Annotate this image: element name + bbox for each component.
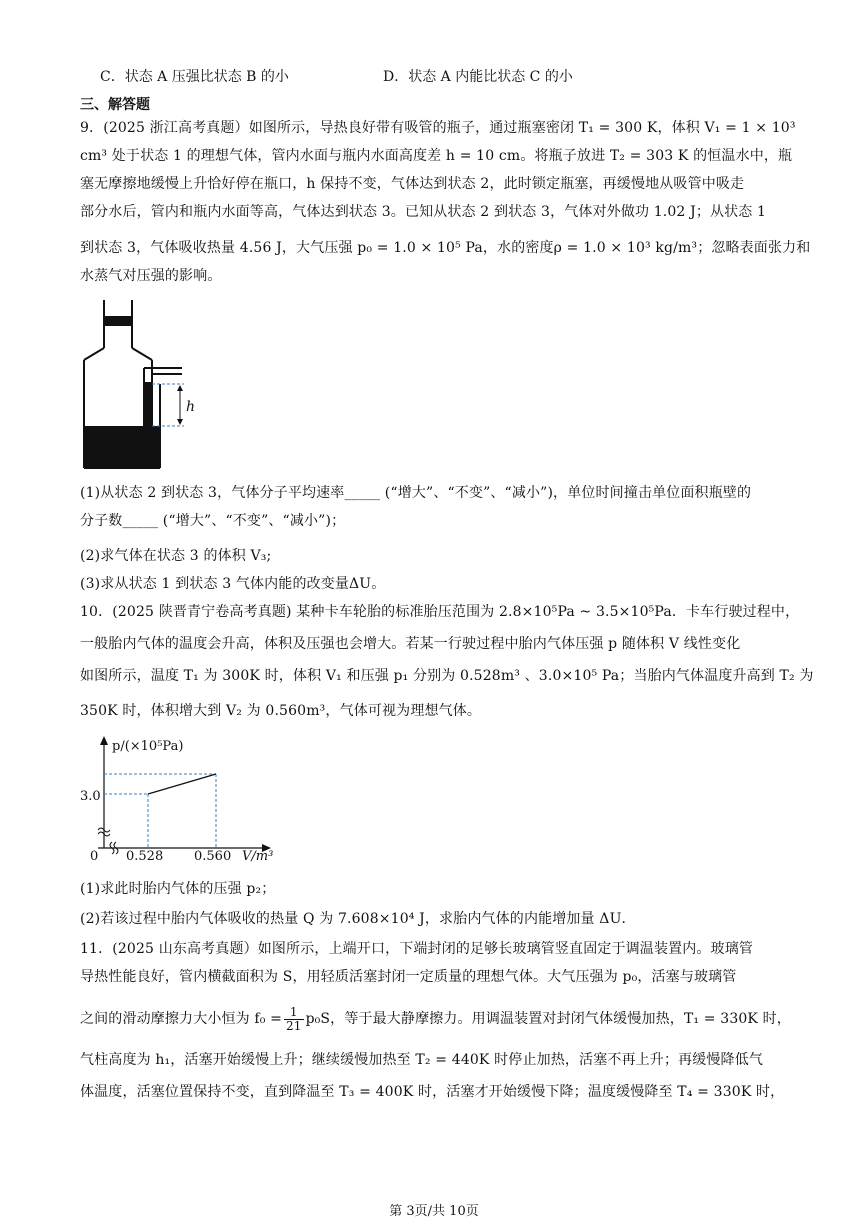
q9-sub-1: (1)从状态 2 到状态 3，气体分子平均速率_____ (“增大”、“不变”、“减小”)，单位时间撞击单位面积瓶壁的 [80,485,752,501]
option-d: D．状态 A 内能比状态 C 的小 [383,69,573,85]
x-axis-label: V/m³ [242,849,274,864]
page-footer: 第 3页/共 10页 [389,1204,479,1219]
q9-sub-1-cont: 分子数_____ (“增大”、“不变”、“减小”)； [80,513,346,529]
series-line [148,774,216,794]
q9-line-4: 部分水后，管内和瓶内水面等高，气体达到状态 3。已知从状态 2 到状态 3，气体对外做功 1.02 J；从状态 1 [80,204,767,220]
q9-line-6: 水蒸气对压强的影响。 [80,268,222,284]
q11-line-3 [80,1003,792,1035]
q9-line-5: 到状态 3，气体吸收热量 4.56 J，大气压强 p₀ = 1.0 × 10⁵ Pa，水的密度ρ = 1.0 × 10³ kg/m³；忽略表面张力和 [80,240,811,256]
q10-sub-2: (2)若该过程中胎内气体吸收的热量 Q 为 7.608×10⁴ J，求胎内气体的内能增加量 ΔU． [80,911,636,927]
q10-sub-1: (1)求此时胎内气体的压强 p₂； [80,881,276,897]
bottle-figure [76,298,206,474]
q9-line-1: 9．(2025 浙江高考真题）如图所示，导热良好带有吸管的瓶子，通过瓶塞密闭 T₁ = 300 K，体积 V₁ = 1 × 10³ [80,120,796,136]
y-tick-label: 3.0 [80,789,101,804]
q11-line-3-before: 之间的滑动摩擦力大小恒为 f₀ = [80,1011,282,1027]
q9-line-3: 塞无摩擦地缓慢上升恰好停在瓶口，h 保持不变，气体达到状态 2，此时锁定瓶塞，再缓慢地从吸管中吸走 [80,176,745,192]
q11-line-1: 11．(2025 山东高考真题）如图所示，上端开口，下端封闭的足够长玻璃管竖直固定于调温装置内。玻璃管 [80,941,754,957]
x-tick-label-1: 0.528 [126,849,164,864]
q9-sub-3: (3)求从状态 1 到状态 3 气体内能的改变量ΔU。 [80,576,386,592]
origin-label: 0 [90,849,99,864]
q10-line-1: 10．(2025 陕晋青宁卷高考真题) 某种卡车轮胎的标准胎压范围为 2.8×10⁵Pa ~ 3.5×10⁵Pa．卡车行驶过程中， [80,604,800,620]
q11-line-5: 体温度，活塞位置保持不变，直到降温至 T₃ = 400K 时，活塞才开始缓慢下降；温度缓慢降至 T₄ = 330K 时， [80,1084,785,1100]
section-heading: 三、解答题 [80,97,150,113]
q9-line-2: cm³ 处于状态 1 的理想气体，管内水面与瓶内水面高度差 h = 10 cm。将瓶子放进 T₂ = 303 K 的恒温水中，瓶 [80,148,793,164]
fraction-numerator: 1 [284,1006,304,1020]
q11-line-3-after: p₀S，等于最大静摩擦力。用调温装置对封闭气体缓慢加热，T₁ = 330K 时， [305,1011,791,1027]
pv-chart [80,730,300,866]
figure-h-label: h [186,399,196,415]
q9-sub-2: (2)求气体在状态 3 的体积 V₃; [80,548,272,564]
q11-line-2: 导热性能良好，管内横截面积为 S，用轻质活塞封闭一定质量的理想气体。大气压强为 p₀，活塞与玻璃管 [80,969,737,985]
fraction-denominator: 21 [285,1018,302,1033]
x-tick-label-2: 0.560 [194,849,232,864]
q10-line-3: 如图所示，温度 T₁ 为 300K 时，体积 V₁ 和压强 p₁ 分别为 0.528m³ 、3.0×10⁵ Pa；当胎内气体温度升高到 T₂ 为 [80,668,814,684]
friction-fraction [284,1006,304,1033]
option-c: C．状态 A 压强比状态 B 的小 [100,69,289,85]
q10-line-2: 一般胎内气体的温度会升高，体积及压强也会增大。若某一行驶过程中胎内气体压强 p 随体积 V 线性变化 [80,636,741,652]
q11-line-4: 气柱高度为 h₁，活塞开始缓慢上升；继续缓慢加热至 T₂ = 440K 时停止加热，活塞不再上升；再缓慢降低气 [80,1052,763,1068]
q10-line-4: 350K 时，体积增大到 V₂ 为 0.560m³，气体可视为理想气体。 [80,703,482,719]
y-axis-label: p/(×10⁵Pa) [112,739,184,754]
